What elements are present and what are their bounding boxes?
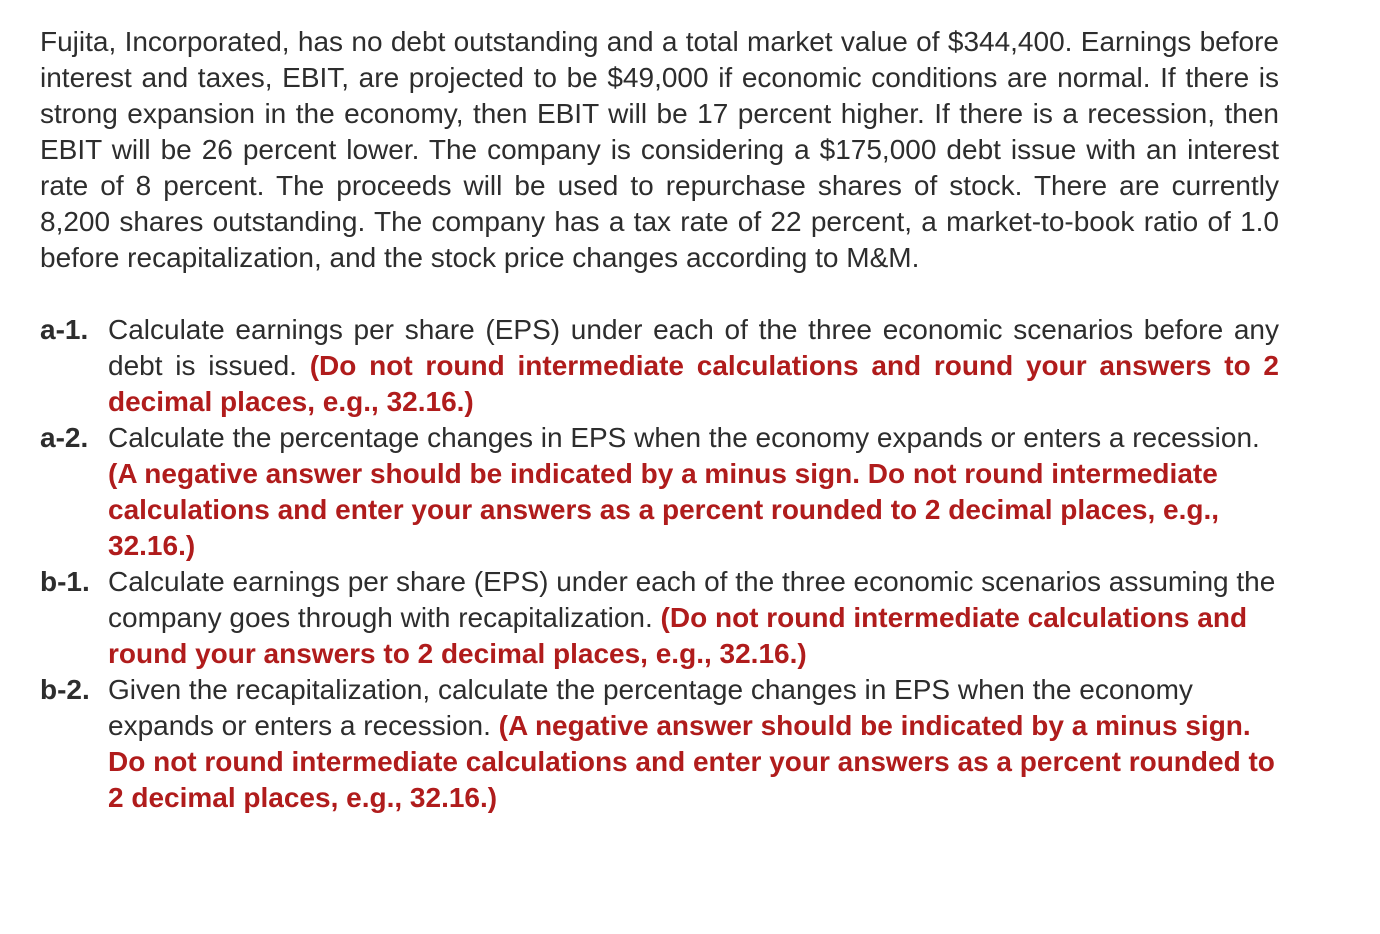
question-note: (A negative answer should be indicated by a minus sign. Do not round intermediate calculations and enter your answers as a percent rounded to 2 decimal places, e.g., 32.16.) <box>108 710 1275 813</box>
question-label: b-2. <box>40 674 90 705</box>
question-text: Given the recapitalization, calculate the percentage changes in EPS when the economy expands or enters a recession. <box>108 674 1193 741</box>
question-a1 <box>40 312 1279 420</box>
question-label: b-1. <box>40 566 90 597</box>
question-text: Calculate earnings per share (EPS) under each of the three economic scenarios before any debt is issued. <box>108 314 1279 381</box>
question-text: Calculate the percentage changes in EPS when the economy expands or enters a recession. <box>108 422 1260 453</box>
question-a2 <box>40 420 1279 564</box>
question-text: Calculate earnings per share (EPS) under each of the three economic scenarios assuming the company goes through with recapitalization. <box>108 566 1276 633</box>
question-note: (Do not round intermediate calculations and round your answers to 2 decimal places, e.g., 32.16.) <box>108 602 1248 669</box>
question-body <box>108 564 1279 672</box>
question-body <box>108 420 1279 564</box>
question-note: (Do not round intermediate calculations and round your answers to 2 decimal places, e.g., 32.16.) <box>108 350 1280 417</box>
question-note: (A negative answer should be indicated by a minus sign. Do not round intermediate calculations and enter your answers as a percent rounded to 2 decimal places, e.g., 32.16.) <box>108 458 1220 561</box>
question-body <box>108 672 1279 816</box>
question-label: a-1. <box>40 314 89 345</box>
question-label: a-2. <box>40 422 89 453</box>
question-b1 <box>40 564 1279 672</box>
question-list <box>40 312 1279 816</box>
question-body <box>108 312 1279 420</box>
question-b2 <box>40 672 1279 816</box>
problem-statement: Fujita, Incorporated, has no debt outstanding and a total market value of $344,400. Earnings before interest and taxes, EBIT, are projected to be $49,000 if economic conditions are normal. If there is strong expansion in the economy, then EBIT will be 17 percent higher. If there is a recession, then EBIT will be 26 percent lower. The company is considering a $175,000 debt issue with an interest rate of 8 percent. The proceeds will be used to repurchase shares of stock. There are currently 8,200 shares outstanding. The company has a tax rate of 22 percent, a market-to-book ratio of 1.0 before recapitalization, and the stock price changes according to M&M. <box>40 26 1279 273</box>
